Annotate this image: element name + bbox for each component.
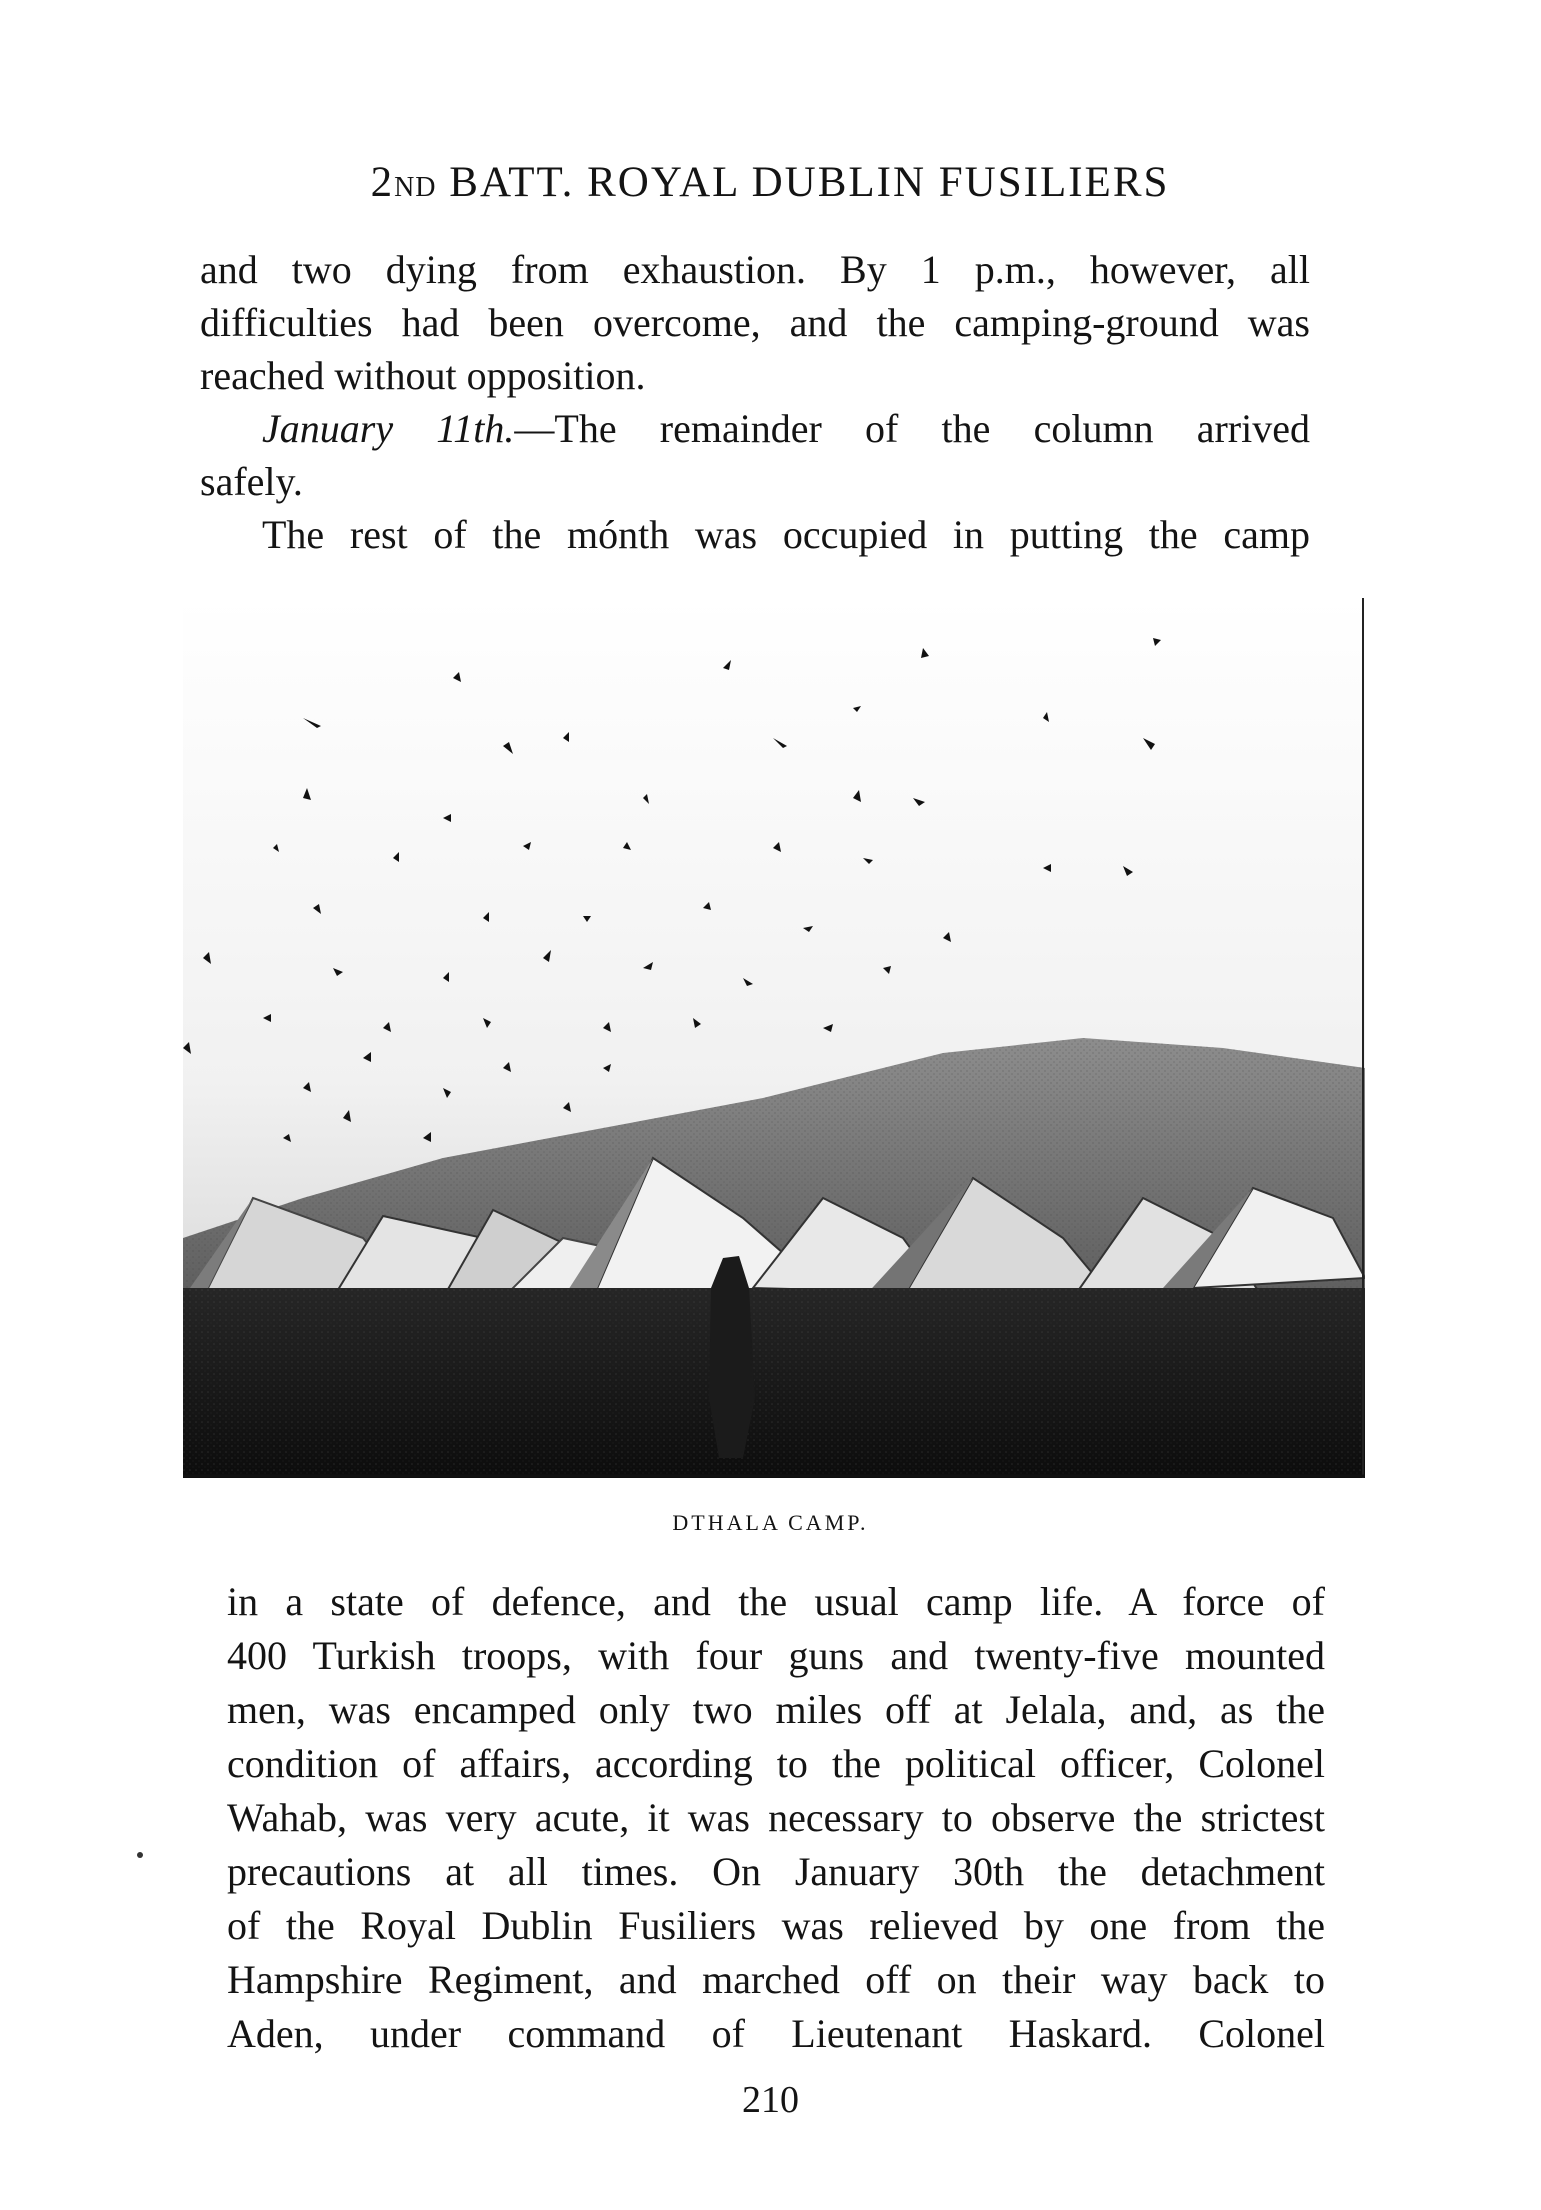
text-line: difficulties had been overcome, and the camping-ground was: [200, 300, 1310, 345]
text-line: Wahab, was very acute, it was necessary to observe the strictest: [227, 1795, 1325, 1840]
running-head: [200, 158, 1340, 207]
text-line: safely.: [200, 459, 303, 504]
figure-caption: DTHALA CAMP.: [672, 1510, 869, 1535]
text-line: 400 Turkish troops, with four guns and twenty-five mounted: [227, 1633, 1325, 1678]
text-line: The rest of the mónth was occupied in putting the camp: [262, 512, 1310, 557]
running-head-number: 2: [370, 159, 395, 206]
text-line: in a state of defence, and the usual camp life. A force of: [227, 1579, 1325, 1624]
text-line: Aden, under command of Lieutenant Haskard. Colonel: [227, 2011, 1325, 2056]
text-line: Hampshire Regiment, and marched off on their way back to: [227, 1957, 1325, 2002]
photograph-illustration: [183, 598, 1365, 1478]
date-heading: January 11th.: [262, 406, 515, 451]
text-line: reached without opposition.: [200, 353, 646, 398]
text-line: of the Royal Dublin Fusiliers was relieved by one from the: [227, 1903, 1325, 1948]
text-line: condition of affairs, according to the political officer, Colonel: [227, 1741, 1325, 1786]
standing-figure: [709, 1256, 755, 1458]
running-head-title: BATT. ROYAL DUBLIN FUSILIERS: [449, 159, 1170, 206]
running-head-suffix: ND: [394, 172, 437, 203]
text-line: and two dying from exhaustion. By 1 p.m., however, all: [200, 247, 1310, 292]
text-span: —The remainder of the column arrived: [514, 406, 1310, 451]
text-line: precautions at all times. On January 30th the detachment: [227, 1849, 1325, 1894]
text-line: men, was encamped only two miles off at Jelala, and, as the: [227, 1687, 1325, 1732]
camp-photograph: [183, 598, 1365, 1478]
ink-speck: [137, 1852, 143, 1858]
page-number: 210: [742, 2079, 799, 2121]
text-line: [262, 406, 1310, 451]
